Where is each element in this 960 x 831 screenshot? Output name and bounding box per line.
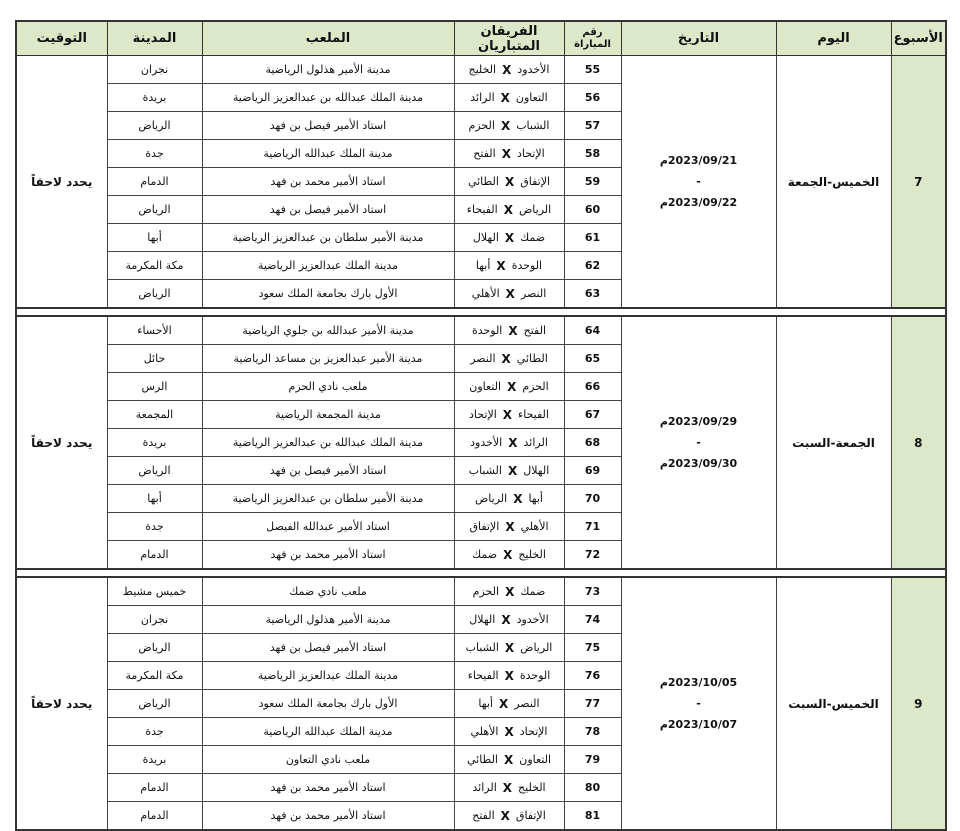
- match-number-cell: 65: [564, 345, 621, 373]
- city-cell: جدة: [107, 513, 202, 541]
- header-row: [16, 21, 946, 56]
- match-number-cell: 75: [564, 634, 621, 662]
- city-cell: أبها: [107, 485, 202, 513]
- versus-mark: X: [500, 118, 511, 133]
- away-team: الأهلي: [470, 725, 499, 738]
- stadium-cell: استاد الأمير محمد بن فهد: [202, 168, 454, 196]
- city-cell: بريدة: [107, 429, 202, 457]
- date-to: 2023/09/30م: [659, 457, 738, 470]
- date-to: 2023/10/07م: [659, 718, 738, 731]
- teams-pair: [473, 585, 546, 599]
- versus-mark: X: [508, 323, 518, 338]
- versus-mark: X: [513, 491, 523, 506]
- match-schedule-table: [15, 20, 947, 831]
- away-team: الشباب: [465, 641, 499, 654]
- home-team: الطائي: [516, 352, 548, 365]
- home-team: الخليج: [518, 781, 546, 794]
- versus-mark: X: [502, 62, 512, 77]
- teams-pair: [467, 203, 551, 217]
- stadium-cell: مدينة الأمير عبدالعزيز بن مساعد الرياضية: [202, 345, 454, 373]
- home-team: ضمك: [520, 231, 546, 244]
- home-team: الأخدود: [517, 63, 550, 76]
- away-team: الطائي: [466, 753, 498, 766]
- teams-pair: [472, 324, 546, 338]
- match-number-cell: 71: [564, 513, 621, 541]
- away-team: الإتفاق: [469, 520, 500, 533]
- teams-cell: [454, 606, 564, 634]
- stadium-cell: مدينة الأمير هذلول الرياضية: [202, 606, 454, 634]
- match-number-cell: 66: [564, 373, 621, 401]
- home-team: الوحدة: [511, 259, 543, 272]
- away-team: الرياض: [474, 492, 508, 505]
- match-number-cell: 64: [564, 316, 621, 345]
- teams-pair: [473, 231, 545, 245]
- teams-cell: [454, 746, 564, 774]
- city-cell: الدمام: [107, 168, 202, 196]
- teams-cell: [454, 316, 564, 345]
- match-number-cell: 58: [564, 140, 621, 168]
- header-date: التاريخ: [621, 21, 776, 56]
- teams-cell: [454, 662, 564, 690]
- teams-pair: [469, 380, 548, 394]
- schedule-wrapper: [15, 20, 945, 823]
- teams-cell: [454, 84, 564, 112]
- teams-cell: [454, 429, 564, 457]
- teams-cell: [454, 168, 564, 196]
- teams-cell: [454, 774, 564, 802]
- stadium-cell: مدينة الملك عبدالعزيز الرياضية: [202, 252, 454, 280]
- away-team: الحزم: [472, 585, 500, 598]
- match-number-cell: 78: [564, 718, 621, 746]
- teams-cell: [454, 634, 564, 662]
- week-number-cell: 7: [891, 56, 946, 309]
- city-cell: المجمعة: [107, 401, 202, 429]
- teams-pair: [472, 781, 545, 795]
- teams-cell: [454, 280, 564, 309]
- teams-pair: [466, 641, 553, 655]
- date-cell: [621, 316, 776, 569]
- versus-mark: X: [504, 668, 514, 683]
- header-time: التوقيت: [16, 21, 107, 56]
- versus-mark: X: [501, 612, 511, 627]
- stadium-cell: مدينة الأمير هذلول الرياضية: [202, 56, 454, 84]
- versus-mark: X: [505, 519, 515, 534]
- header-teams: الفريقان المتباريان: [454, 21, 564, 56]
- versus-mark: X: [501, 146, 511, 161]
- match-number-cell: 57: [564, 112, 621, 140]
- stadium-cell: مدينة المجمعة الرياضية: [202, 401, 454, 429]
- city-cell: مكة المكرمة: [107, 252, 202, 280]
- away-team: الهلال: [469, 613, 496, 626]
- home-team: الرائد: [523, 436, 548, 449]
- city-cell: الدمام: [107, 802, 202, 831]
- match-number-cell: 79: [564, 746, 621, 774]
- home-team: الشباب: [516, 119, 550, 132]
- match-number-cell: 62: [564, 252, 621, 280]
- week-number-cell: 8: [891, 316, 946, 569]
- versus-mark: X: [500, 808, 510, 823]
- away-team: الإتحاد: [469, 408, 497, 421]
- away-team: أبها: [475, 259, 491, 272]
- match-number-cell: 69: [564, 457, 621, 485]
- away-team: الرائد: [472, 781, 497, 794]
- teams-pair: [472, 548, 546, 562]
- home-team: النصر: [520, 287, 547, 300]
- teams-pair: [476, 259, 542, 273]
- versus-mark: X: [505, 584, 515, 599]
- teams-pair: [473, 147, 544, 161]
- versus-mark: X: [504, 724, 514, 739]
- home-team: التعاون: [519, 753, 552, 766]
- home-team: الحزم: [522, 380, 549, 393]
- city-cell: حائل: [107, 345, 202, 373]
- home-team: الوحدة: [519, 669, 551, 682]
- header-week: الأسبوع: [891, 21, 946, 56]
- city-cell: بريدة: [107, 746, 202, 774]
- kickoff-time-cell: يحدد لاحقاً: [16, 577, 107, 830]
- home-team: الفيحاء: [518, 408, 549, 421]
- stadium-cell: ملعب نادي الحزم: [202, 373, 454, 401]
- city-cell: الرياض: [107, 112, 202, 140]
- date-from: 2023/09/21م: [659, 154, 738, 167]
- versus-mark: X: [500, 90, 510, 105]
- header-match-number: رقم المباراة: [564, 21, 621, 56]
- city-cell: جدة: [107, 718, 202, 746]
- teams-cell: [454, 373, 564, 401]
- away-team: التعاون: [469, 380, 502, 393]
- teams-pair: [469, 613, 548, 627]
- stadium-cell: استاد الأمير محمد بن فهد: [202, 541, 454, 570]
- week-separator: [16, 569, 946, 577]
- teams-pair: [478, 697, 539, 711]
- home-team: الأخدود: [516, 613, 549, 626]
- versus-mark: X: [508, 435, 518, 450]
- teams-cell: [454, 112, 564, 140]
- versus-mark: X: [504, 640, 515, 655]
- day-cell: الخميس-الجمعة: [776, 56, 891, 309]
- match-number-cell: 73: [564, 577, 621, 606]
- match-row: [16, 316, 946, 345]
- home-team: الخليج: [518, 548, 546, 561]
- city-cell: الرياض: [107, 690, 202, 718]
- teams-cell: [454, 196, 564, 224]
- match-number-cell: 80: [564, 774, 621, 802]
- city-cell: الدمام: [107, 774, 202, 802]
- match-number-cell: 56: [564, 84, 621, 112]
- teams-pair: [468, 175, 550, 189]
- city-cell: الرس: [107, 373, 202, 401]
- date-separator: -: [696, 436, 701, 449]
- match-number-cell: 60: [564, 196, 621, 224]
- stadium-cell: مدينة الملك عبدالله بن عبدالعزيز الرياضية: [202, 429, 454, 457]
- match-number-cell: 61: [564, 224, 621, 252]
- teams-pair: [468, 669, 551, 683]
- versus-mark: X: [505, 286, 515, 301]
- match-number-cell: 55: [564, 56, 621, 84]
- stadium-cell: مدينة الأمير سلطان بن عبدالعزيز الرياضية: [202, 485, 454, 513]
- date-cell: [621, 56, 776, 309]
- stadium-cell: استاد الأمير فيصل بن فهد: [202, 457, 454, 485]
- teams-cell: [454, 577, 564, 606]
- home-team: الرياض: [518, 203, 552, 216]
- city-cell: نجران: [107, 606, 202, 634]
- home-team: الهلال: [523, 464, 550, 477]
- date-from: 2023/09/29م: [659, 415, 738, 428]
- city-cell: الأحساء: [107, 316, 202, 345]
- day-cell: الخميس-السبت: [776, 577, 891, 830]
- header-stadium: الملعب: [202, 21, 454, 56]
- stadium-cell: استاد الأمير محمد بن فهد: [202, 774, 454, 802]
- home-team: الإتفاق: [520, 175, 551, 188]
- home-team: النصر: [514, 697, 540, 710]
- teams-pair: [469, 464, 550, 478]
- away-team: الخليج: [468, 63, 497, 76]
- match-number-cell: 68: [564, 429, 621, 457]
- date-cell: [621, 577, 776, 830]
- away-team: الطائي: [467, 175, 499, 188]
- versus-mark: X: [496, 258, 506, 273]
- away-team: الفتح: [472, 809, 495, 822]
- teams-cell: [454, 485, 564, 513]
- match-number-cell: 72: [564, 541, 621, 570]
- away-team: الأخدود: [470, 436, 503, 449]
- away-team: الفتح: [473, 147, 496, 160]
- city-cell: الرياض: [107, 196, 202, 224]
- stadium-cell: مدينة الملك عبدالله بن عبدالعزيز الرياضية: [202, 84, 454, 112]
- away-team: الهلال: [472, 231, 499, 244]
- teams-cell: [454, 252, 564, 280]
- stadium-cell: ملعب نادي ضمك: [202, 577, 454, 606]
- home-team: الأهلي: [520, 520, 549, 533]
- match-number-cell: 77: [564, 690, 621, 718]
- home-team: الفتح: [523, 324, 547, 337]
- versus-mark: X: [504, 174, 515, 189]
- versus-mark: X: [503, 202, 513, 217]
- city-cell: نجران: [107, 56, 202, 84]
- teams-cell: [454, 401, 564, 429]
- versus-mark: X: [503, 752, 514, 767]
- separator-cell: [16, 308, 946, 316]
- stadium-cell: مدينة الملك عبدالعزيز الرياضية: [202, 662, 454, 690]
- stadium-cell: استاد الأمير محمد بن فهد: [202, 802, 454, 831]
- teams-cell: [454, 345, 564, 373]
- away-team: ضمك: [472, 548, 498, 561]
- away-team: الفيحاء: [466, 203, 498, 216]
- versus-mark: X: [503, 547, 513, 562]
- city-cell: الرياض: [107, 280, 202, 309]
- stadium-cell: الأول بارك بجامعة الملك سعود: [202, 280, 454, 309]
- teams-cell: [454, 718, 564, 746]
- teams-cell: [454, 140, 564, 168]
- stadium-cell: مدينة الأمير سلطان بن عبدالعزيز الرياضية: [202, 224, 454, 252]
- match-number-cell: 63: [564, 280, 621, 309]
- date-separator: -: [696, 175, 701, 188]
- away-team: أبها: [478, 697, 493, 710]
- city-cell: بريدة: [107, 84, 202, 112]
- teams-cell: [454, 541, 564, 570]
- home-team: أبها: [528, 492, 543, 505]
- stadium-cell: مدينة الملك عبدالله الرياضية: [202, 140, 454, 168]
- match-row: [16, 577, 946, 606]
- versus-mark: X: [507, 463, 518, 478]
- home-team: الإتحاد: [516, 147, 545, 160]
- away-team: الأهلي: [471, 287, 500, 300]
- match-row: [16, 56, 946, 84]
- teams-cell: [454, 513, 564, 541]
- date-to: 2023/09/22م: [659, 196, 738, 209]
- city-cell: الرياض: [107, 457, 202, 485]
- kickoff-time-cell: يحدد لاحقاً: [16, 56, 107, 309]
- away-team: الوحدة: [471, 324, 503, 337]
- match-number-cell: 81: [564, 802, 621, 831]
- away-team: النصر: [470, 352, 496, 365]
- away-team: الفيحاء: [467, 669, 499, 682]
- city-cell: مكة المكرمة: [107, 662, 202, 690]
- stadium-cell: مدينة الأمير عبدالله بن جلوي الرياضية: [202, 316, 454, 345]
- week-number-cell: 9: [891, 577, 946, 830]
- match-number-cell: 70: [564, 485, 621, 513]
- teams-pair: [472, 809, 546, 823]
- match-number-cell: 76: [564, 662, 621, 690]
- teams-cell: [454, 802, 564, 831]
- week-separator: [16, 308, 946, 316]
- teams-pair: [467, 753, 551, 767]
- teams-cell: [454, 457, 564, 485]
- versus-mark: X: [504, 230, 515, 245]
- teams-cell: [454, 224, 564, 252]
- teams-pair: [471, 725, 548, 739]
- stadium-cell: استاد الأمير فيصل بن فهد: [202, 112, 454, 140]
- kickoff-time-cell: يحدد لاحقاً: [16, 316, 107, 569]
- teams-pair: [470, 352, 548, 366]
- teams-pair: [469, 520, 548, 534]
- home-team: ضمك: [520, 585, 546, 598]
- stadium-cell: ملعب نادي التعاون: [202, 746, 454, 774]
- teams-pair: [469, 63, 550, 77]
- city-cell: الرياض: [107, 634, 202, 662]
- versus-mark: X: [502, 407, 513, 422]
- teams-cell: [454, 56, 564, 84]
- stadium-cell: الأول بارك بجامعة الملك سعود: [202, 690, 454, 718]
- day-cell: الجمعة-السبت: [776, 316, 891, 569]
- teams-cell: [454, 690, 564, 718]
- separator-cell: [16, 569, 946, 577]
- match-number-cell: 67: [564, 401, 621, 429]
- home-team: الرياض: [520, 641, 553, 654]
- schedule-body: [16, 56, 946, 831]
- header-day: اليوم: [776, 21, 891, 56]
- teams-pair: [470, 91, 547, 105]
- city-cell: الدمام: [107, 541, 202, 570]
- date-from: 2023/10/05م: [659, 676, 738, 689]
- match-number-cell: 74: [564, 606, 621, 634]
- home-team: الإتحاد: [519, 725, 548, 738]
- stadium-cell: مدينة الملك عبدالله الرياضية: [202, 718, 454, 746]
- teams-pair: [470, 436, 548, 450]
- city-cell: أبها: [107, 224, 202, 252]
- away-team: الشباب: [468, 464, 502, 477]
- versus-mark: X: [498, 696, 509, 711]
- teams-pair: [469, 119, 550, 133]
- stadium-cell: استاد الأمير فيصل بن فهد: [202, 634, 454, 662]
- home-team: الإتفاق: [515, 809, 546, 822]
- header-city: المدينة: [107, 21, 202, 56]
- teams-pair: [475, 492, 543, 506]
- versus-mark: X: [507, 379, 517, 394]
- stadium-cell: استاد الأمير عبدالله الفيصل: [202, 513, 454, 541]
- date-separator: -: [696, 697, 701, 710]
- versus-mark: X: [501, 351, 511, 366]
- teams-pair: [472, 287, 547, 301]
- teams-pair: [469, 408, 549, 422]
- home-team: التعاون: [515, 91, 548, 104]
- city-cell: جدة: [107, 140, 202, 168]
- stadium-cell: استاد الأمير فيصل بن فهد: [202, 196, 454, 224]
- match-number-cell: 59: [564, 168, 621, 196]
- city-cell: خميس مشيط: [107, 577, 202, 606]
- versus-mark: X: [502, 780, 513, 795]
- away-team: الحزم: [468, 119, 495, 132]
- away-team: الرائد: [470, 91, 495, 104]
